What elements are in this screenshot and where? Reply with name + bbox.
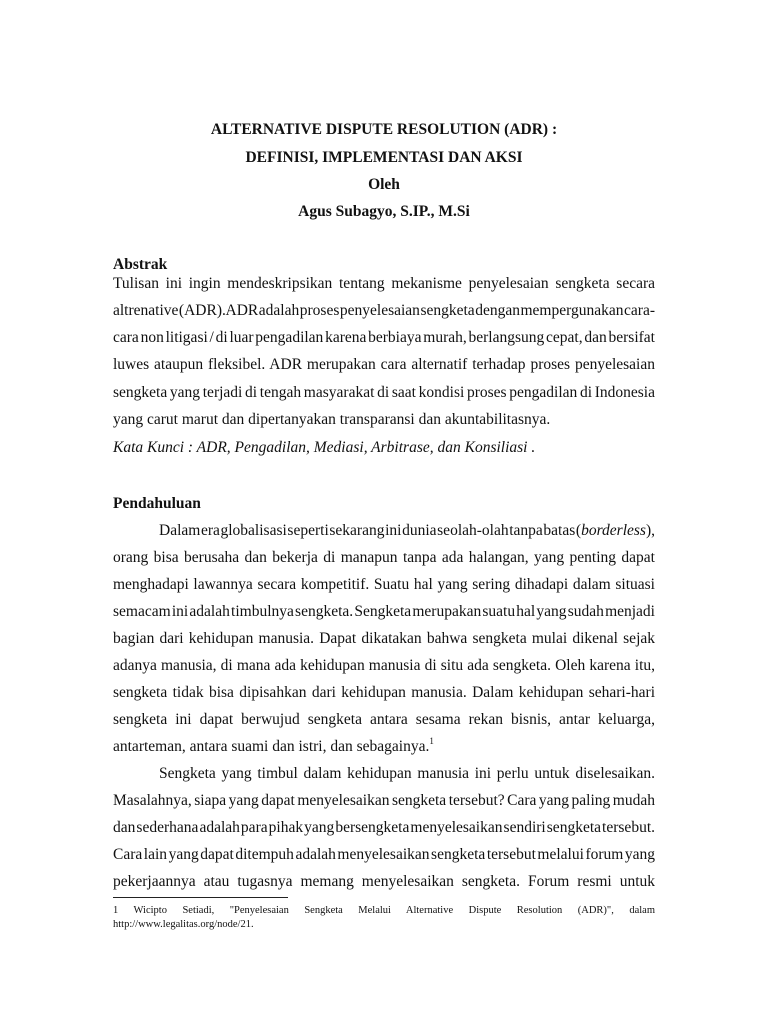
text: Dalam era globalisasi seperti sekarang ini dunia seolah-olah tanpa batas ( [159, 522, 582, 539]
intro-line: sengketa ini dapat berwujud sengketa antara sesama rekan bisnis, antar keluarga, [113, 711, 655, 728]
intro-line [113, 521, 655, 541]
text: ), [645, 522, 655, 539]
intro-line: Masalahnya, siapa yang dapat menyelesaikan sengketa tersebut? Cara yang paling mudah [113, 792, 655, 809]
title-line-1: ALTERNATIVE DISPUTE RESOLUTION (ADR) : [210, 121, 558, 138]
title-line-2: DEFINISI, IMPLEMENTASI DAN AKSI [245, 149, 523, 166]
author: Agus Subagyo, S.IP., M.Si [298, 203, 470, 220]
intro-line: Cara lain yang dapat ditempuh adalah menyelesaikan sengketa tersebut melalui forum yang [113, 846, 655, 863]
intro-line: orang bisa berusaha dan bekerja di manapun tanpa ada halangan, yang penting dapat [113, 549, 655, 566]
abstract-line: Tulisan ini ingin mendeskripsikan tentang mekanisme penyelesaian sengketa secara [113, 275, 655, 292]
abstract-line: luwes ataupun fleksibel. ADR merupakan cara alternatif terhadap proses penyelesaian [113, 356, 655, 373]
intro-line: pekerjaannya atau tugasnya memang menyelesaikan sengketa. Forum resmi untuk [113, 873, 655, 890]
intro-line: dan sederhana adalah para pihak yang bersengketa menyelesaikan sendiri sengketa tersebut. [113, 819, 655, 836]
intro-line: adanya manusia, di mana ada kehidupan manusia di situ ada sengketa. Oleh karena itu, [113, 657, 655, 674]
borderless-term: borderless [581, 522, 646, 539]
intro-line: Sengketa yang timbul dalam kehidupan manusia ini perlu untuk diselesaikan. [159, 765, 655, 782]
intro-heading: Pendahuluan [113, 495, 201, 512]
footnote-line-2: http://www.legalitas.org/node/21. [113, 919, 254, 930]
footnote-line-1: 1 Wicipto Setiadi, "Penyelesaian Sengketa Melalui Alternative Dispute Resolution (ADR)", dalam [113, 905, 655, 916]
footnote-divider [113, 897, 288, 898]
abstract-line: sengketa yang terjadi di tengah masyarakat di saat kondisi proses pengadilan di Indonesia [113, 384, 655, 401]
intro-line: sengketa tidak bisa dipisahkan dari kehidupan manusia. Dalam kehidupan sehari-hari [113, 684, 655, 701]
footnote-ref[interactable]: 1 [429, 736, 434, 746]
intro-line: bagian dari kehidupan manusia. Dapat dikatakan bahwa sengketa mulai dikenal sejak [113, 630, 655, 647]
abstract-heading: Abstrak [113, 256, 168, 273]
abstract-line: yang carut marut dan dipertanyakan transparansi dan akuntabilitasnya. [113, 411, 551, 428]
title-by: Oleh [368, 176, 400, 193]
abstract-line: cara non litigasi / di luar pengadilan karena berbiaya murah, berlangsung cepat, dan bersifat [113, 329, 655, 346]
intro-line [113, 737, 655, 757]
abstract-line: altrenative (ADR). ADR adalah proses penyelesaian sengketa dengan mempergunakan cara- [113, 302, 655, 319]
text: antarteman, antara suami dan istri, dan sebagainya. [113, 738, 430, 755]
intro-line: semacam ini adalah timbulnya sengketa. Sengketa merupakan suatu hal yang sudah menjadi [113, 603, 655, 620]
intro-line: menghadapi lawannya secara kompetitif. Suatu hal yang sering dihadapi dalam situasi [113, 576, 655, 593]
keywords: Kata Kunci : ADR, Pengadilan, Mediasi, Arbitrase, dan Konsiliasi . [113, 439, 536, 456]
